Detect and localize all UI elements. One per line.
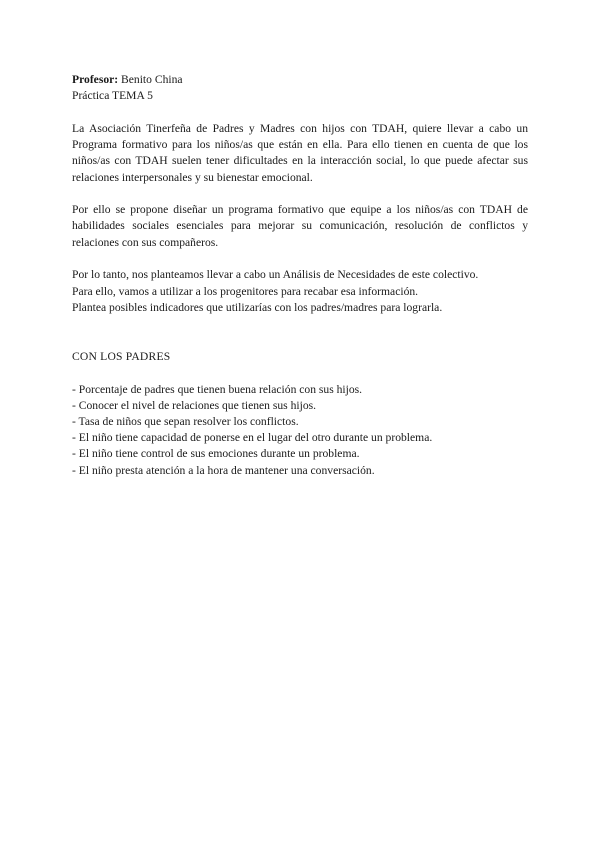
professor-label: Profesor: <box>72 73 119 86</box>
intro-paragraph: La Asociación Tinerfeña de Padres y Madres con hijos con TDAH, quiere llevar a cabo un Programa formativo para los niños/as que están en ella. Para ello tienen en cuenta de que los niños/as con TDAH suelen tener dificultades en la interacción social, lo que puede afectar sus relaciones interpersonales y su bienestar emocional. <box>72 121 528 184</box>
list-item: - El niño tiene control de sus emociones durante un problema. <box>72 447 360 461</box>
practice-title: Práctica TEMA 5 <box>72 89 153 103</box>
task-paragraph <box>72 267 528 316</box>
indicator-list <box>72 382 528 479</box>
list-item: - El niño tiene capacidad de ponerse en el lugar del otro durante un problema. <box>72 431 433 445</box>
task-line-1: Por lo tanto, nos planteamos llevar a cabo un Análisis de Necesidades de este colectivo. <box>72 268 479 282</box>
list-item: - El niño presta atención a la hora de mantener una conversación. <box>72 463 375 477</box>
professor-name: Benito China <box>118 73 183 86</box>
list-item: - Tasa de niños que sepan resolver los conflictos. <box>72 415 299 429</box>
document-header <box>72 72 528 104</box>
professor-line <box>72 72 528 88</box>
task-line-3: Plantea posibles indicadores que utilizarías con los padres/madres para lograrla. <box>72 300 443 314</box>
document-page <box>72 72 528 479</box>
list-item: - Conocer el nivel de relaciones que tienen sus hijos. <box>72 398 317 412</box>
list-item: - Porcentaje de padres que tienen buena relación con sus hijos. <box>72 382 363 396</box>
task-line-2: Para ello, vamos a utilizar a los progenitores para recabar esa información. <box>72 284 419 298</box>
section-heading: CON LOS PADRES <box>72 349 171 363</box>
purpose-paragraph: Por ello se propone diseñar un programa formativo que equipe a los niños/as con TDAH de habilidades sociales esenciales para mejorar su comunicación, resolución de conflictos y relaciones con sus compañeros. <box>72 203 528 249</box>
